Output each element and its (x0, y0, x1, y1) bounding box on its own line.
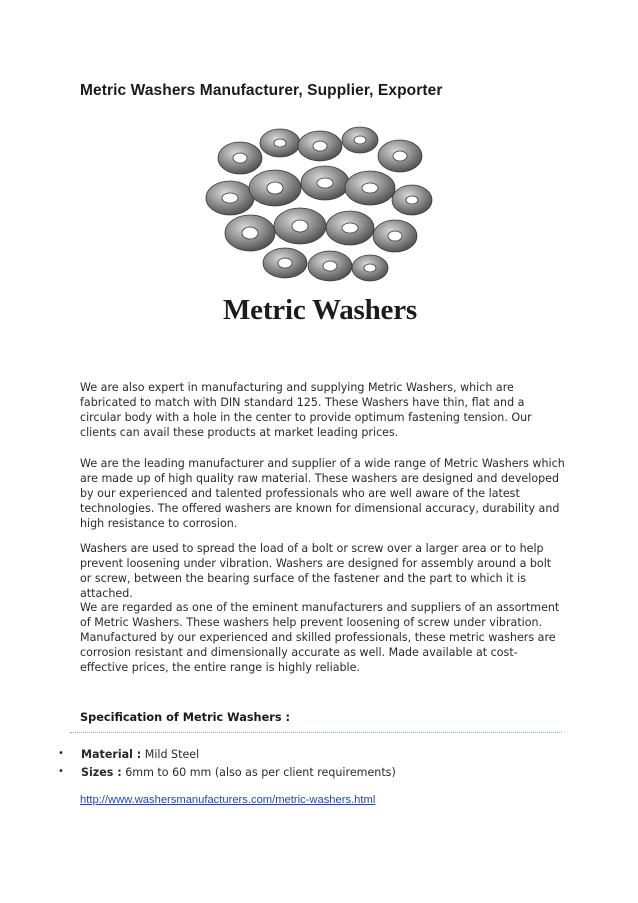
bullet-icon: • (58, 766, 64, 777)
dotted-divider (70, 732, 562, 733)
paragraph-eminent: We are regarded as one of the eminent manufacturers and suppliers of an assortment of Metric Washers. These washers help prevent loosening of screw under vibration. Manufactured by our experienced and skilled professionals, these metric washers are corrosion resistant and dimensionally accurate as well. Made available at cost-effective prices, the entire range is highly reliable. (80, 601, 560, 674)
specification-list (0, 748, 638, 784)
list-item (0, 748, 638, 766)
spec-value: 6mm to 60 mm (also as per client requirements) (121, 766, 396, 779)
hero-caption: Metric Washers (223, 294, 417, 326)
paragraph-leading-manufacturer: We are the leading manufacturer and supplier of a wide range of Metric Washers which are made up of high quality raw material. These washers are designed and developed by our experienced and talented professionals who are well aware of the latest technologies. The offered washers are known for dimensional accuracy, durability and high resistance to corrosion. (80, 457, 565, 530)
spec-key: Material : (81, 748, 142, 761)
spec-sizes (81, 766, 396, 779)
hero-image (200, 118, 440, 338)
page-title: Metric Washers Manufacturer, Supplier, Exporter (80, 82, 443, 99)
paragraph-intro: We are also expert in manufacturing and supplying Metric Washers, which are fabricated to match with DIN standard 125. These Washers have thin, flat and a circular body with a hole in the center to provide optimum fastening tension. Our clients can avail these products at market leading prices. (80, 381, 532, 439)
source-link[interactable]: http://www.washersmanufacturers.com/metric-washers.html (80, 794, 376, 806)
specification-heading: Specification of Metric Washers : (80, 711, 290, 724)
washers-pile-image (200, 118, 440, 288)
spec-material (81, 748, 199, 761)
spec-value: Mild Steel (141, 748, 200, 761)
paragraph-usage: Washers are used to spread the load of a bolt or screw over a larger area or to help prevent loosening under vibration. Washers are designed for assembly around a bolt or screw, between the bearing surface of the fastener and the part to which it is attached. (80, 542, 552, 600)
bullet-icon: • (58, 748, 64, 759)
list-item (0, 766, 638, 784)
spec-key: Sizes : (81, 766, 122, 779)
